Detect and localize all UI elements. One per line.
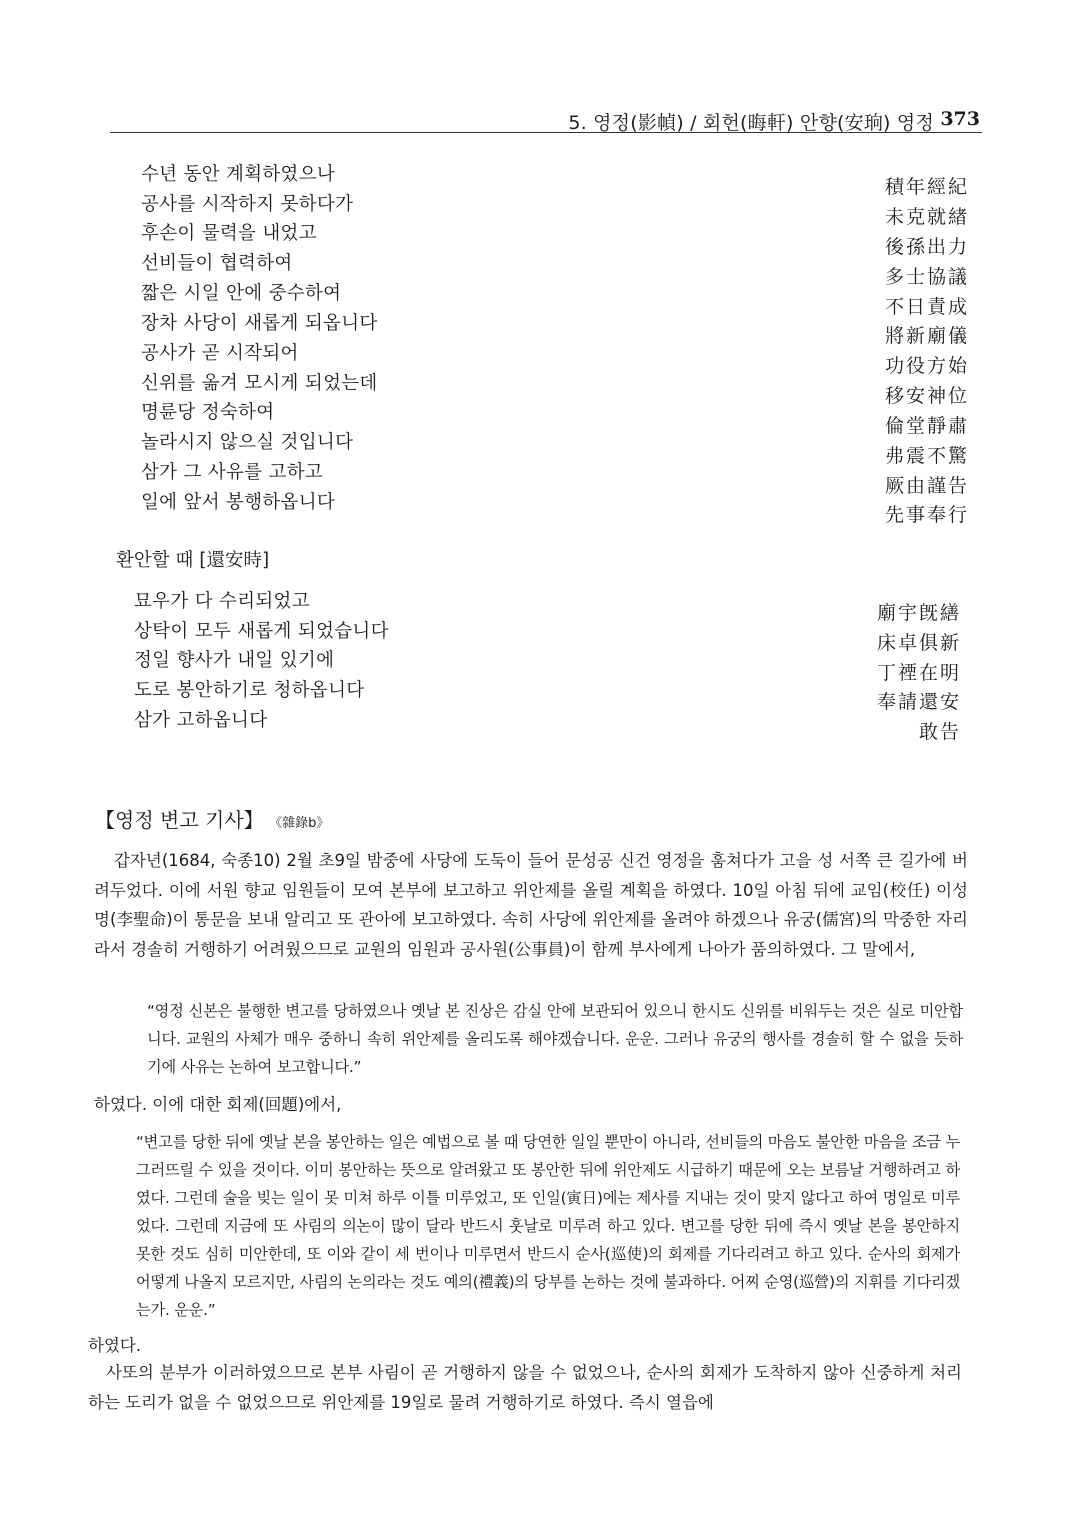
quoted-passage: “변고를 당한 뒤에 옛날 본을 봉안하는 일은 예법으로 볼 때 당연한 일일 뿐만이 아니라, 선비들의 마음도 불안한 마음을 조금 누그러뜨릴 수 있을 것이다. 이미 봉안하는 뜻으로 알려왔고 또 봉안한 뒤에 위안제도 시급하기 때문에 오는 보름날 거행하려고 하였다. 그런데 술을 빚는 일이 못 미쳐 하루 이틀 미루었고, 또 인일(寅日)에는 제사를 지내는 것이 맞지 않다고 하여 명일로 미루었다. 그런데 지금에 또 사림의 의논이 많이 달라 반드시 훗날로 미루려 하고 있다. 변고를 당한 뒤에 즉시 옛날 본을 봉안하지 못한 것도 심히 미안한데, 또 이와 같이 세 번이나 미루면서 반드시 순사(巡使)의 회제를 기다리려고 하고 있다. 순사의 회제가 어떻게 나올지 모르지만, 사림의 논의라는 것도 예의(禮義)의 당부를 논하는 것에 불과하다. 어찌 순영(巡營)의 지휘를 기다리겠는가. 운운.”	[136, 1133, 960, 1319]
body-paragraph: 하였다. 이에 대한 회제(回題)에서,	[94, 1095, 342, 1114]
verse-original-line: 積年經紀	[884, 176, 969, 198]
verse-line: 놀라시지 않으실 것입니다	[141, 432, 354, 453]
verse-line: 상탁이 모두 새롭게 되었습니다	[134, 621, 389, 642]
verse-original-line: 丁禋在明	[876, 662, 961, 684]
quoted-passage: “영정 신본은 불행한 변고를 당하였으나 옛날 본 진상은 감실 안에 보관되어 있으니 한시도 신위를 비워두는 것은 실로 미안합니다. 교원의 사체가 매우 중하니 속히 위안제를 올리도록 해야겠습니다. 운운. 그러나 유궁의 행사를 경솔히 할 수 없을 듯하기에 사유는 논하여 보고합니다.”	[147, 1002, 963, 1076]
subsection-heading: 환안할 때 [還安時]	[116, 550, 270, 571]
verse-line: 명륜당 정숙하여	[141, 402, 275, 423]
verse-original-line: 將新廟儀	[884, 325, 969, 347]
verse-line: 삼가 고하옵니다	[134, 710, 268, 731]
verse-line: 공사를 시작하지 못하다가	[141, 194, 354, 215]
verse-line: 선비들이 협력하여	[141, 253, 293, 274]
verse-original-line: 弗震不驚	[884, 445, 969, 467]
verse-line: 신위를 옮겨 모시게 되었는데	[141, 373, 378, 394]
verse-line: 장차 사당이 새롭게 되옵니다	[141, 313, 378, 334]
verse-line: 정일 향사가 내일 있기에	[134, 650, 335, 671]
running-header	[110, 104, 982, 138]
section-heading	[95, 804, 329, 833]
verse-line: 후손이 물력을 내었고	[141, 223, 317, 244]
body-paragraph: 갑자년(1684, 숙종10) 2월 초9일 밤중에 사당에 도둑이 들어 문성공 신건 영정을 훔쳐다가 고을 성 서쪽 큰 길가에 버려두었다. 이에 서원 향교 임원들이 모여 본부에 보고하고 위안제를 올릴 계획을 하였다. 10일 아침 뒤에 교임(校任) 이성명(李聖命)이 통문을 보내 알리고 또 관아에 보고하였다. 속히 사당에 위안제를 올려야 하겠으나 유궁(儒宮)의 막중한 자리라서 경솔히 거행하기 어려웠으므로 교원의 임원과 공사원(公事員)이 함께 부사에게 나아가 품의하였다. 그 말에서,	[94, 851, 968, 960]
verse-original-line: 奉請還安	[876, 691, 961, 713]
verse-original-line: 先事奉行	[884, 504, 969, 526]
verse-line: 짧은 시일 안에 중수하여	[141, 283, 342, 304]
section-source: 《雜錄b》	[275, 816, 330, 831]
header-divider	[110, 132, 982, 133]
verse-line: 도로 봉안하기로 청하옵니다	[134, 680, 365, 701]
body-paragraph: 하였다.	[88, 1336, 142, 1355]
verse-original-line: 倫堂靜肅	[884, 415, 969, 437]
verse-original-line: 未克就緖	[884, 206, 969, 228]
verse-original-line: 敢告	[918, 721, 961, 743]
verse-line: 일에 앞서 봉행하옵니다	[141, 492, 336, 513]
verse-line: 수년 동안 계획하였으나	[141, 164, 336, 185]
verse-original-line: 功役方始	[884, 355, 969, 377]
section-title: 【영정 변고 기사】	[95, 808, 264, 832]
body-paragraph: 사또의 분부가 이러하였으므로 본부 사림이 곧 거행하지 않을 수 없었으나, 순사의 회제가 도착하지 않아 신중하게 처리하는 도리가 없을 수 없었으므로 위안제를 19일로 물려 거행하기로 하였다. 즉시 열읍에	[88, 1363, 962, 1412]
verse-original-line: 多士協議	[884, 266, 969, 288]
verse-line: 공사가 곧 시작되어	[141, 343, 299, 364]
verse-original-line: 移安神位	[884, 385, 969, 407]
verse-line: 삼가 그 사유를 고하고	[141, 462, 324, 483]
verse-original-line: 床卓俱新	[876, 632, 961, 654]
verse-line: 묘우가 다 수리되었고	[134, 591, 310, 612]
verse-original-line: 後孫出力	[884, 236, 969, 258]
verse-original-line: 厥由謹告	[884, 475, 969, 497]
verse-original-line: 不日責成	[884, 296, 969, 318]
verse-original-line: 廟宇旣繕	[876, 602, 961, 624]
header-title: 5. 영정(影幀) / 회헌(晦軒) 안향(安珦) 영정	[568, 112, 934, 134]
page-number: 373	[940, 108, 980, 130]
